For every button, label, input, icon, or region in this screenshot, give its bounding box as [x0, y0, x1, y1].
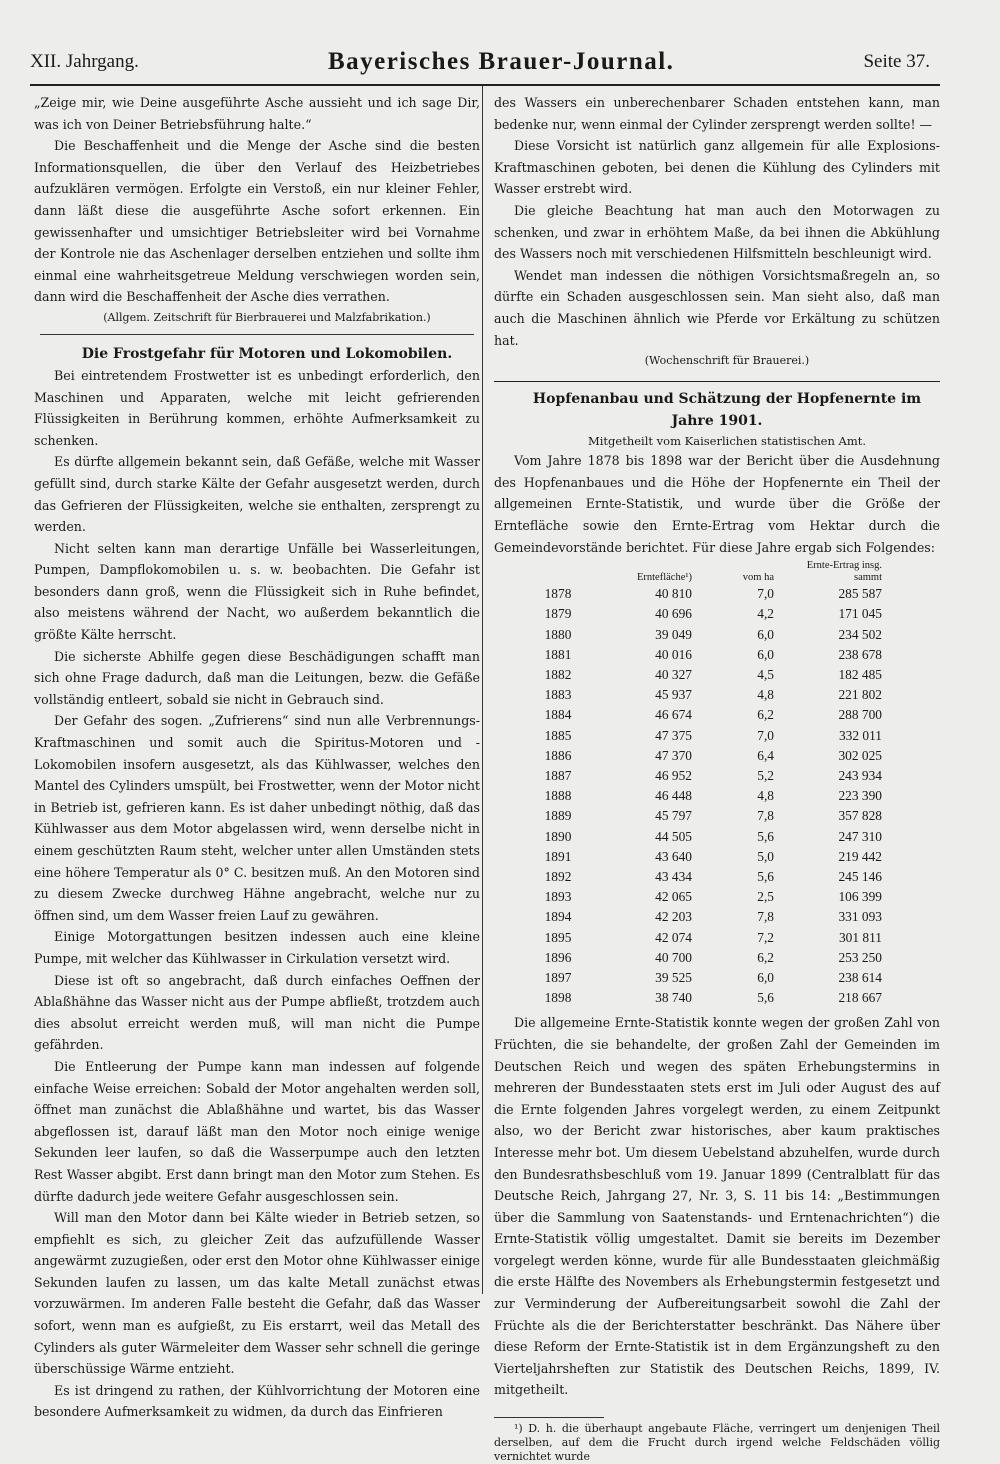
column-divider [482, 86, 483, 1294]
cell-area: 47 370 [655, 747, 692, 763]
cell-year: 1894 [544, 909, 572, 925]
cell-per-ha: 4,8 [757, 788, 774, 804]
column-header-year [516, 560, 600, 584]
journal-title: Bayerisches Brauer-Journal. [327, 48, 675, 75]
cell-total: 238 678 [838, 646, 882, 662]
hop-harvest-table [516, 560, 888, 1008]
cell-per-ha: 4,2 [757, 606, 774, 622]
paragraph: des Wassers ein unberechenbarer Schaden entstehen kann, man bedenke nur, wenn einmal der Cylinder zersprengt werden sollte! — [494, 95, 940, 132]
cell-total: 238 614 [838, 969, 882, 985]
cell-total: 219 442 [838, 848, 882, 864]
cell-per-ha: 6,2 [757, 949, 774, 965]
cell-area: 42 203 [655, 909, 692, 925]
cell-per-ha: 7,8 [757, 909, 774, 925]
table-row [516, 604, 888, 624]
cell-area: 43 434 [655, 868, 692, 884]
cell-year: 1879 [544, 606, 572, 622]
cell-total: 234 502 [838, 626, 882, 642]
article-title: Die Frostgefahr für Motoren und Lokomobilen. [81, 345, 453, 362]
cell-total: 285 587 [838, 586, 882, 602]
cell-per-ha: 7,0 [757, 727, 774, 743]
cell-per-ha: 5,6 [757, 990, 774, 1006]
cell-per-ha: 7,2 [757, 929, 774, 945]
table-row [516, 685, 888, 705]
cell-area: 45 797 [655, 808, 692, 824]
cell-year: 1895 [544, 929, 572, 945]
cell-total: 331 093 [838, 909, 882, 925]
table-row [516, 665, 888, 685]
cell-per-ha: 5,6 [757, 828, 774, 844]
paragraph: Einige Motorgattungen besitzen indessen auch eine kleine Pumpe, mit welcher das Kühlwasser in Cirkulation versetzt wird. [34, 929, 480, 966]
table-row [516, 806, 888, 826]
article-subtitle: Mitgetheilt vom Kaiserlichen statistischen Amt. [587, 434, 867, 449]
paragraph: Diese Vorsicht ist natürlich ganz allgemein für alle Explosions-Kraftmaschinen geboten, bei denen die Kühlung des Cylinders mit Wasser erstrebt wird. [494, 138, 940, 197]
cell-year: 1878 [544, 586, 572, 602]
table-row [516, 928, 888, 948]
cell-per-ha: 6,2 [757, 707, 774, 723]
table-row [516, 746, 888, 766]
table-row [516, 584, 888, 604]
cell-total: 301 811 [838, 929, 882, 945]
cell-year: 1881 [544, 646, 572, 662]
volume-label: XII. Jahrgang. [30, 51, 139, 72]
cell-per-ha: 5,0 [757, 848, 774, 864]
cell-per-ha: 7,8 [757, 808, 774, 824]
cell-year: 1882 [544, 666, 572, 682]
table-row [516, 847, 888, 867]
table-row [516, 968, 888, 988]
cell-total: 243 934 [838, 767, 882, 783]
cell-total: 106 399 [838, 889, 882, 905]
table-body [516, 584, 888, 1008]
paragraph: Der Gefahr des sogen. „Zufrierens“ sind nun alle Verbrennungs-Kraftmaschinen und somit auch die Spiritus-Motoren und -Lokomobilen insofern ausgesetzt, als das Kühlwasser, welches den Mantel des Cylinders umspült, bei Frostwetter, wenn der Motor nicht in Betrieb ist, gefrieren kann. Es ist daher unbedingt nöthig, daß das Kühlwasser aus dem Motor abgelassen wird, wenn derselbe nicht in einem geschützten Raum steht, welcher unter allen Umständen stets eine höhere Temperatur als 0° C. besitzen muß. An den Motoren sind zu diesem Zwecke durchweg Hähne angebracht, welche nur zu öffnen sind, um dem Wasser freien Lauf zu gewähren. [34, 713, 480, 923]
cell-per-ha: 5,6 [757, 868, 774, 884]
table-row [516, 625, 888, 645]
cell-total: 332 011 [838, 727, 882, 743]
cell-per-ha: 6,0 [757, 969, 774, 985]
header-rule [30, 84, 940, 86]
cell-year: 1880 [544, 626, 572, 642]
table-row [516, 645, 888, 665]
footnote-rule [494, 1417, 604, 1418]
cell-area: 46 952 [655, 767, 692, 783]
table-row [516, 867, 888, 887]
cell-area: 47 375 [655, 727, 692, 743]
paragraph: Die Entleerung der Pumpe kann man indessen auf folgende einfache Weise erreichen: Sobald der Motor angehalten werden soll, öffnet man zunächst die Ablaßhähne und wartet, bis das Wasser abgeflossen ist, darauf läßt man den Motor noch einige wenige Sekunden leer laufen, so daß die Wasserpumpe auch den letzten Rest Wasser abgibt. Erst dann bringt man den Motor zum Stehen. Es dürfte dadurch jede weitere Gefahr ausgeschlossen sein. [34, 1058, 480, 1204]
cell-year: 1896 [544, 949, 572, 965]
table-row [516, 766, 888, 786]
paragraph: Vom Jahre 1878 bis 1898 war der Bericht über die Ausdehnung des Hopfenanbaues und die Höhe der Hopfenernte ein Theil der allgemeinen Ernte-Statistik, und wurde über die Größe der Erntefläche sowie den Ernte-Ertrag vom Hektar durch die Gemeindevorstände berichtet. Für diese Jahre ergab sich Folgendes: [494, 453, 940, 555]
cell-total: 182 485 [838, 666, 882, 682]
cell-year: 1886 [544, 747, 572, 763]
cell-total: 357 828 [838, 808, 882, 824]
cell-area: 40 696 [655, 606, 692, 622]
table-row [516, 786, 888, 806]
cell-area: 40 810 [655, 586, 692, 602]
cell-year: 1885 [544, 727, 572, 743]
cell-year: 1890 [544, 828, 572, 844]
cell-area: 40 327 [655, 666, 692, 682]
cell-per-ha: 5,2 [757, 767, 774, 783]
left-column [34, 92, 480, 1423]
section-rule [40, 334, 474, 335]
table-row [516, 948, 888, 968]
cell-area: 40 700 [655, 949, 692, 965]
column-header-area: Erntefläche¹) [636, 572, 692, 584]
paragraph: Die allgemeine Ernte-Statistik konnte wegen der großen Zahl von Früchten, die sie behandelte, der großen Zahl der Gemeinden im Deutschen Reich und wegen des späten Erhebungstermins in mehreren der Bundesstaaten stets erst im Juli oder August des auf die Ernte folgenden Jahres vorgelegt werden, zu einem Zeitpunkt also, wo der Bericht zwar historisches, aber kaum praktisches Interesse mehr bot. Um diesem Uebelstand abzuhelfen, wurde durch den Bundesrathsbeschluß vom 19. Januar 1899 (Centralblatt für das Deutsche Reich, Jahrgang 27, Nr. 3, S. 11 bis 14: „Bestimmungen über die Sammlung von Saatenstands- und Erntenachrichten“) die Ernte-Statistik völlig umgestaltet. Damit sie bereits im Dezember vorgelegt werden könne, wurde für alle Bundesstaaten gleichmäßig die erste Hälfte des Novembers als Erhebungstermin festgesetzt und zur Verminderung der Aufbereitungsarbeit sowohl die Zahl der Früchte als die der Berichterstatter beschränkt. Das Nähere über diese Reform der Ernte-Statistik ist in dem Ergänzungsheft zu den Vierteljahrsheften zur Statistik des Deutschen Reichs, 1899, IV. mitgetheilt. [494, 1015, 940, 1398]
cell-per-ha: 6,0 [757, 626, 774, 642]
cell-year: 1892 [544, 868, 572, 884]
table-row [516, 988, 888, 1008]
paragraph: Diese ist oft so angebracht, daß durch einfaches Oeffnen der Ablaßhähne das Wasser nicht aus der Pumpe abfließt, trotzdem auch dies absolut erreicht werden muß, will man nicht die Pumpe gefährden. [34, 972, 480, 1053]
paragraph: Bei eintretendem Frostwetter ist es unbedingt erforderlich, den Maschinen und Apparaten, welche mit leicht gefrierenden Flüssigkeiten in Berührung kommen, erhöhte Aufmerksamkeit zu schenken. [34, 367, 480, 448]
cell-area: 39 525 [655, 969, 692, 985]
cell-area: 40 016 [655, 646, 692, 662]
paragraph: Die sicherste Abhilfe gegen diese Beschädigungen schafft man sich ohne Frage dadurch, daß man die Leitungen, bezw. die Gefäße vollständig entleert, sobald sie nicht in Gebrauch sind. [34, 648, 480, 707]
cell-total: 247 310 [838, 828, 882, 844]
right-column [494, 92, 940, 1464]
table-header-row [516, 560, 888, 584]
cell-total: 288 700 [838, 707, 882, 723]
cell-year: 1891 [544, 848, 572, 864]
table-row [516, 705, 888, 725]
cell-year: 1884 [544, 707, 572, 723]
page-number: Seite 37. [863, 51, 930, 72]
source-citation: (Wochenschrift für Brauerei.) [644, 354, 810, 368]
cell-year: 1898 [544, 990, 572, 1006]
table-row [516, 827, 888, 847]
cell-per-ha: 4,8 [757, 687, 774, 703]
article-title: Hopfenanbau und Schätzung der Hopfenernte im Jahre 1901. [532, 391, 922, 430]
cell-total: 253 250 [838, 949, 882, 965]
table-row [516, 907, 888, 927]
cell-total: 221 802 [838, 687, 882, 703]
cell-per-ha: 6,0 [757, 646, 774, 662]
paragraph: Nicht selten kann man derartige Unfälle bei Wasserleitungen, Pumpen, Dampflokomobilen u. s. w. beobachten. Die Gefahr ist besonders dann groß, wenn die Flüssigkeit sich in Ruhe befindet, also meistens während der Nacht, wo außerdem bekanntlich die größte Kälte herrscht. [34, 540, 480, 643]
footnote: ¹) D. h. die überhaupt angebaute Fläche, verringert um denjenigen Theil derselben, auf dem die Frucht durch irgend welche Feldschäden völlig vernichtet wurde [494, 1422, 940, 1464]
table-row [516, 887, 888, 907]
cell-per-ha: 6,4 [757, 747, 774, 763]
cell-area: 45 937 [655, 687, 692, 703]
paragraph: Wendet man indessen die nöthigen Vorsichtsmaßregeln an, so dürfte ein Schaden ausgeschlossen sein. Man sieht also, daß man auch die Maschinen ähnlich wie Pferde vor Erkältung zu schützen hat. [494, 267, 940, 348]
cell-per-ha: 4,5 [757, 666, 774, 682]
cell-total: 302 025 [838, 747, 882, 763]
cell-per-ha: 7,0 [757, 586, 774, 602]
cell-year: 1889 [544, 808, 572, 824]
paragraph: Die gleiche Beachtung hat man auch den Motorwagen zu schenken, und zwar in erhöhtem Maße, da bei ihnen die Abkühlung des Wassers noch mit verschiedenen Hilfsmitteln beschleunigt wird. [494, 202, 940, 262]
cell-area: 44 505 [655, 828, 692, 844]
cell-area: 43 640 [655, 848, 692, 864]
paragraph: „Zeige mir, wie Deine ausgeführte Asche aussieht und ich sage Dir, was ich von Deiner Betriebsführung halte.“ [34, 95, 480, 132]
cell-total: 245 146 [838, 868, 882, 884]
column-header-total: Ernte-Ertrag insg. sammt [806, 560, 882, 584]
cell-area: 46 674 [655, 707, 692, 723]
column-header-per-ha: vom ha [742, 572, 774, 584]
cell-area: 42 065 [655, 889, 692, 905]
cell-year: 1883 [544, 687, 572, 703]
cell-area: 39 049 [655, 626, 692, 642]
cell-year: 1888 [544, 788, 572, 804]
cell-area: 46 448 [655, 788, 692, 804]
cell-total: 218 667 [838, 990, 882, 1006]
cell-area: 38 740 [655, 990, 692, 1006]
paragraph: Es dürfte allgemein bekannt sein, daß Gefäße, welche mit Wasser gefüllt sind, durch starke Kälte der Gefahr ausgesetzt werden, durch das Gefrieren der Flüssigkeiten, welche sie enthalten, zersprengt zu werden. [34, 454, 480, 535]
section-rule [494, 381, 940, 382]
paragraph: Die Beschaffenheit und die Menge der Asche sind die besten Informationsquellen, die über den Verlauf des Heizbetriebes aufzuklären vermögen. Erfolgte ein Verstoß, ein nur kleiner Fehler, dann läßt diese die ausgeführte Asche sofort erkennen. Ein gewissenhafter und umsichtiger Betriebsleiter wird bei Vornahme der Kontrole nie das Aschenlager derselben entziehen und sollte ihm einmal eine wahrheitsgetreue Meldung verschwiegen worden sein, dann wird die Beschaffenheit der Asche dies verrathen. [34, 138, 480, 305]
cell-total: 223 390 [838, 788, 882, 804]
source-citation: (Allgem. Zeitschrift für Bierbrauerei und Malzfabrikation.) [103, 310, 431, 324]
cell-year: 1893 [544, 889, 572, 905]
cell-area: 42 074 [655, 929, 692, 945]
cell-total: 171 045 [838, 606, 882, 622]
cell-year: 1887 [544, 767, 572, 783]
cell-year: 1897 [544, 969, 572, 985]
paragraph: Es ist dringend zu rathen, der Kühlvorrichtung der Motoren eine besondere Aufmerksamkeit zu widmen, da durch das Einfrieren [34, 1382, 480, 1420]
page-header [30, 44, 930, 80]
cell-per-ha: 2,5 [757, 889, 774, 905]
paragraph: Will man den Motor dann bei Kälte wieder in Betrieb setzen, so empfiehlt es sich, zu gleicher Zeit das aufzufüllende Wasser angewärmt zuzugießen, oder erst den Motor ohne Kühlwasser einige Sekunden laufen zu lassen, um das kalte Metall zunächst etwas vorzuwärmen. Im anderen Falle besteht die Gefahr, daß das Wasser sofort, wenn man es aufgießt, zu Eis erstarrt, weil das Metall des Cylinders als guter Wärmeleiter dem Wasser sehr schnell die geringe überschüssige Wärme entzieht. [34, 1210, 480, 1377]
table-row [516, 726, 888, 746]
